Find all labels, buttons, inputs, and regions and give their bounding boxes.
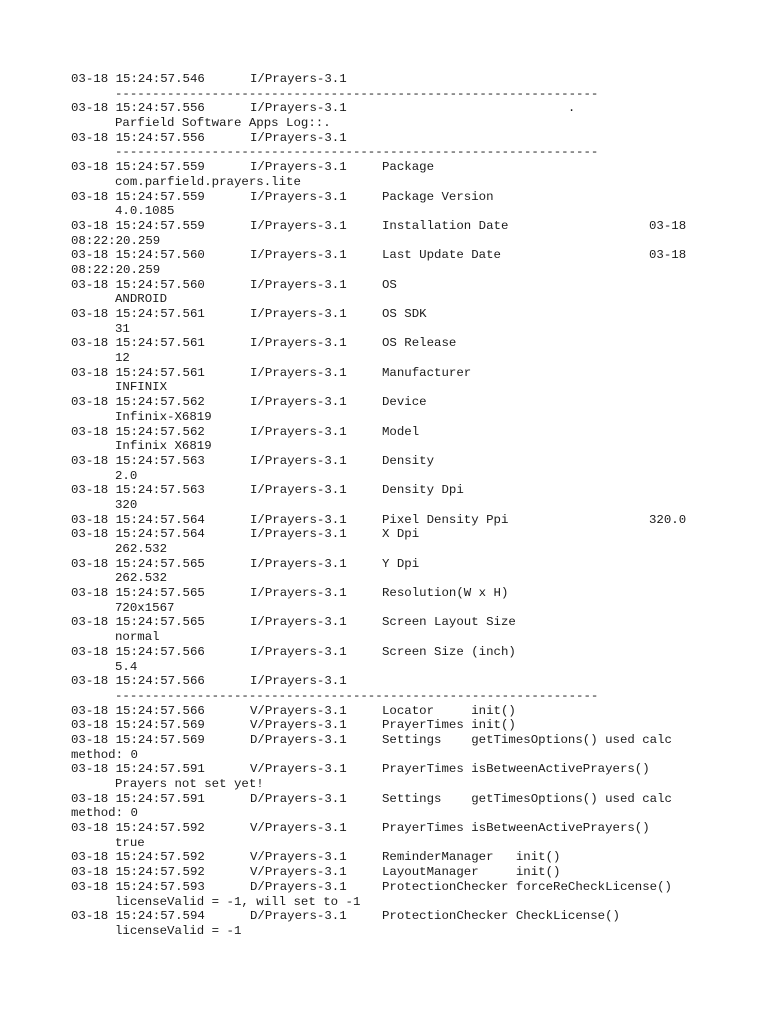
log-tag: I/Prayers-3.1 [250, 527, 347, 542]
log-message: Pixel Density Ppi [382, 512, 509, 527]
log-tag: I/Prayers-3.1 [250, 586, 347, 601]
log-timestamp: 03-18 15:24:57.560 [71, 248, 205, 263]
log-message: Installation Date [382, 218, 509, 233]
log-message: Screen Layout Size [382, 615, 516, 630]
log-message: Y Dpi [382, 556, 420, 571]
log-wrap-text: 08:22:20.259 [71, 233, 161, 248]
log-entry [71, 821, 711, 836]
log-message: PrayerTimes init() [382, 718, 516, 733]
log-timestamp: 03-18 15:24:57.559 [71, 160, 205, 175]
log-entry [71, 645, 711, 660]
log-continuation-text: Prayers not set yet! [115, 777, 264, 791]
log-timestamp: 03-18 15:24:57.563 [71, 483, 205, 498]
log-tag: V/Prayers-3.1 [250, 865, 347, 880]
log-wrap [71, 263, 711, 278]
log-entry [71, 792, 711, 807]
log-entry [71, 72, 711, 87]
log-timestamp: 03-18 15:24:57.562 [71, 395, 205, 410]
log-continuation-text: 12 [115, 351, 130, 366]
log-message: Resolution(W x H) [382, 586, 509, 601]
log-message: Locator init() [382, 703, 516, 718]
log-entry [71, 307, 711, 322]
log-continuation [71, 292, 711, 307]
log-message: X Dpi [382, 527, 420, 542]
log-message: PrayerTimes isBetweenActivePrayers() [382, 762, 650, 777]
log-continuation-text: 2.0 [115, 468, 138, 483]
separator-rule: ----------------------------------------------------------------- [115, 86, 599, 101]
log-tag: V/Prayers-3.1 [250, 762, 347, 777]
log-timestamp: 03-18 15:24:57.591 [71, 762, 205, 777]
log-entry [71, 336, 711, 351]
log-entry [71, 615, 711, 630]
log-tag: D/Prayers-3.1 [250, 732, 347, 747]
log-timestamp: 03-18 15:24:57.560 [71, 277, 205, 292]
log-entry [71, 131, 711, 146]
log-tag: V/Prayers-3.1 [250, 850, 347, 865]
log-continuation-text: 5.4 [115, 659, 138, 674]
log-entry [71, 483, 711, 498]
log-entry [71, 190, 711, 205]
log-tag: D/Prayers-3.1 [250, 879, 347, 894]
log-tag: I/Prayers-3.1 [250, 72, 347, 86]
log-continuation [71, 660, 711, 675]
log-continuation [71, 351, 711, 366]
log-tag: I/Prayers-3.1 [250, 395, 347, 410]
log-value: 03-18 [649, 248, 687, 263]
log-timestamp: 03-18 15:24:57.593 [71, 879, 205, 894]
log-timestamp: 03-18 15:24:57.562 [71, 424, 205, 439]
log-timestamp: 03-18 15:24:57.559 [71, 218, 205, 233]
log-continuation [71, 924, 711, 939]
log-tag: I/Prayers-3.1 [250, 218, 347, 233]
log-continuation-text: normal [115, 630, 160, 645]
log-message: Package [382, 160, 435, 175]
log-wrap-text: method: 0 [71, 747, 138, 762]
log-continuation-text: ANDROID [115, 292, 168, 307]
log-tag: V/Prayers-3.1 [250, 703, 347, 718]
log-entry [71, 880, 711, 895]
log-message: Device [382, 395, 427, 410]
log-continuation [71, 469, 711, 484]
log-timestamp: 03-18 15:24:57.565 [71, 586, 205, 601]
log-tag: I/Prayers-3.1 [250, 556, 347, 571]
log-message: OS SDK [382, 307, 427, 321]
log-message: ProtectionChecker CheckLicense() [382, 909, 620, 924]
log-entry [71, 101, 711, 116]
log-message: Density [382, 453, 435, 468]
log-tag: I/Prayers-3.1 [250, 674, 347, 689]
log-tag: V/Prayers-3.1 [250, 718, 347, 733]
log-timestamp: 03-18 15:24:57.569 [71, 718, 205, 733]
log-continuation [71, 204, 711, 219]
log-continuation [71, 630, 711, 645]
log-wrap [71, 234, 711, 249]
log-message: Last Update Date [382, 248, 501, 263]
log-timestamp: 03-18 15:24:57.566 [71, 644, 205, 659]
log-document [71, 72, 711, 939]
log-entry [71, 733, 711, 748]
log-tag: V/Prayers-3.1 [250, 821, 347, 836]
log-message: Model [382, 424, 420, 439]
log-wrap [71, 806, 711, 821]
log-tag: I/Prayers-3.1 [250, 189, 347, 204]
log-tag: I/Prayers-3.1 [250, 101, 347, 116]
separator-rule: ----------------------------------------------------------------- [115, 145, 599, 160]
log-timestamp: 03-18 15:24:57.561 [71, 365, 205, 380]
log-continuation [71, 116, 711, 131]
log-message: OS [382, 277, 397, 292]
log-tag: I/Prayers-3.1 [250, 248, 347, 263]
log-tag: I/Prayers-3.1 [250, 336, 347, 351]
log-tag: I/Prayers-3.1 [250, 277, 347, 292]
log-continuation-text: licenseValid = -1 [115, 923, 242, 938]
log-tag: I/Prayers-3.1 [250, 483, 347, 498]
log-entry [71, 454, 711, 469]
log-continuation [71, 439, 711, 454]
log-continuation-text: 262.532 [115, 571, 168, 586]
log-continuation [71, 498, 711, 513]
log-message: Package Version [382, 189, 494, 204]
log-tag: I/Prayers-3.1 [250, 512, 347, 527]
separator-line [71, 145, 711, 160]
log-continuation-text: 720x1567 [115, 600, 175, 615]
log-entry [71, 395, 711, 410]
log-entry [71, 909, 711, 924]
log-tag: I/Prayers-3.1 [250, 615, 347, 630]
log-continuation-text: Infinix-X6819 [115, 409, 212, 424]
log-timestamp: 03-18 15:24:57.565 [71, 615, 205, 630]
log-entry [71, 865, 711, 880]
log-message: Settings getTimesOptions() used calc [382, 791, 672, 806]
log-message: Density Dpi [382, 483, 464, 498]
log-tag: D/Prayers-3.1 [250, 909, 347, 924]
log-continuation-text: 31 [115, 321, 130, 336]
log-tag: I/Prayers-3.1 [250, 453, 347, 468]
log-entry [71, 850, 711, 865]
log-message: OS Release [382, 336, 457, 351]
log-wrap-text: method: 0 [71, 806, 138, 821]
log-entry [71, 513, 711, 528]
log-entry [71, 557, 711, 572]
log-continuation [71, 542, 711, 557]
log-continuation-text: 320 [115, 497, 138, 512]
separator-line [71, 689, 711, 704]
log-continuation-text: true [115, 835, 145, 850]
log-continuation-text: INFINIX [115, 380, 168, 395]
log-continuation-text: com.parfield.prayers.lite [115, 174, 301, 189]
log-timestamp: 03-18 15:24:57.546 [71, 72, 205, 86]
log-message: Screen Size (inch) [382, 644, 516, 659]
log-continuation [71, 777, 711, 792]
log-message: ReminderManager init() [382, 850, 561, 865]
log-entry [71, 425, 711, 440]
log-tag: I/Prayers-3.1 [250, 307, 347, 321]
log-message: LayoutManager init() [382, 865, 561, 880]
log-continuation-text: Parfield Software Apps Log::. [115, 116, 331, 131]
log-timestamp: 03-18 15:24:57.561 [71, 336, 205, 351]
log-timestamp: 03-18 15:24:57.564 [71, 512, 205, 527]
log-continuation [71, 836, 711, 851]
log-tag: D/Prayers-3.1 [250, 791, 347, 806]
log-timestamp: 03-18 15:24:57.556 [71, 130, 205, 145]
log-message: PrayerTimes isBetweenActivePrayers() [382, 821, 650, 836]
log-continuation [71, 571, 711, 586]
log-timestamp: 03-18 15:24:57.592 [71, 850, 205, 865]
log-continuation [71, 601, 711, 616]
log-timestamp: 03-18 15:24:57.559 [71, 189, 205, 204]
log-tag: I/Prayers-3.1 [250, 160, 347, 175]
log-tag: I/Prayers-3.1 [250, 424, 347, 439]
log-timestamp: 03-18 15:24:57.564 [71, 527, 205, 542]
log-timestamp: 03-18 15:24:57.561 [71, 307, 205, 321]
log-tag: I/Prayers-3.1 [250, 365, 347, 380]
log-continuation [71, 410, 711, 425]
log-timestamp: 03-18 15:24:57.592 [71, 821, 205, 836]
log-entry [71, 762, 711, 777]
log-value: 03-18 [649, 218, 687, 233]
log-wrap [71, 748, 711, 763]
log-wrap-text: 08:22:20.259 [71, 262, 161, 277]
log-timestamp: 03-18 15:24:57.563 [71, 453, 205, 468]
log-timestamp: 03-18 15:24:57.591 [71, 791, 205, 806]
log-continuation-text: Infinix X6819 [115, 439, 212, 454]
log-entry [71, 160, 711, 175]
log-continuation [71, 175, 711, 190]
log-timestamp: 03-18 15:24:57.592 [71, 865, 205, 880]
log-entry [71, 219, 711, 234]
log-timestamp: 03-18 15:24:57.556 [71, 101, 205, 116]
log-entry [71, 704, 711, 719]
log-entry [71, 586, 711, 601]
log-continuation-text: 4.0.1085 [115, 204, 175, 219]
log-value: 320.0 [649, 512, 687, 527]
log-tag: I/Prayers-3.1 [250, 130, 347, 145]
log-continuation-text: 262.532 [115, 542, 168, 556]
log-continuation [71, 380, 711, 395]
log-entry [71, 674, 711, 689]
log-message: . [382, 101, 576, 116]
log-timestamp: 03-18 15:24:57.594 [71, 909, 205, 924]
log-message: Manufacturer [382, 365, 472, 380]
log-tag: I/Prayers-3.1 [250, 644, 347, 659]
log-entry [71, 248, 711, 263]
log-entry [71, 278, 711, 293]
log-continuation [71, 322, 711, 337]
separator-rule: ----------------------------------------------------------------- [115, 688, 599, 703]
log-timestamp: 03-18 15:24:57.566 [71, 674, 205, 689]
log-timestamp: 03-18 15:24:57.569 [71, 732, 205, 747]
log-continuation [71, 895, 711, 910]
log-entry [71, 527, 711, 542]
separator-line [71, 87, 711, 102]
log-timestamp: 03-18 15:24:57.566 [71, 703, 205, 718]
log-message: Settings getTimesOptions() used calc [382, 732, 672, 747]
log-continuation-text: licenseValid = -1, will set to -1 [115, 894, 361, 909]
log-entry [71, 366, 711, 381]
log-timestamp: 03-18 15:24:57.565 [71, 556, 205, 571]
log-entry [71, 718, 711, 733]
log-message: ProtectionChecker forceReCheckLicense() [382, 879, 672, 894]
